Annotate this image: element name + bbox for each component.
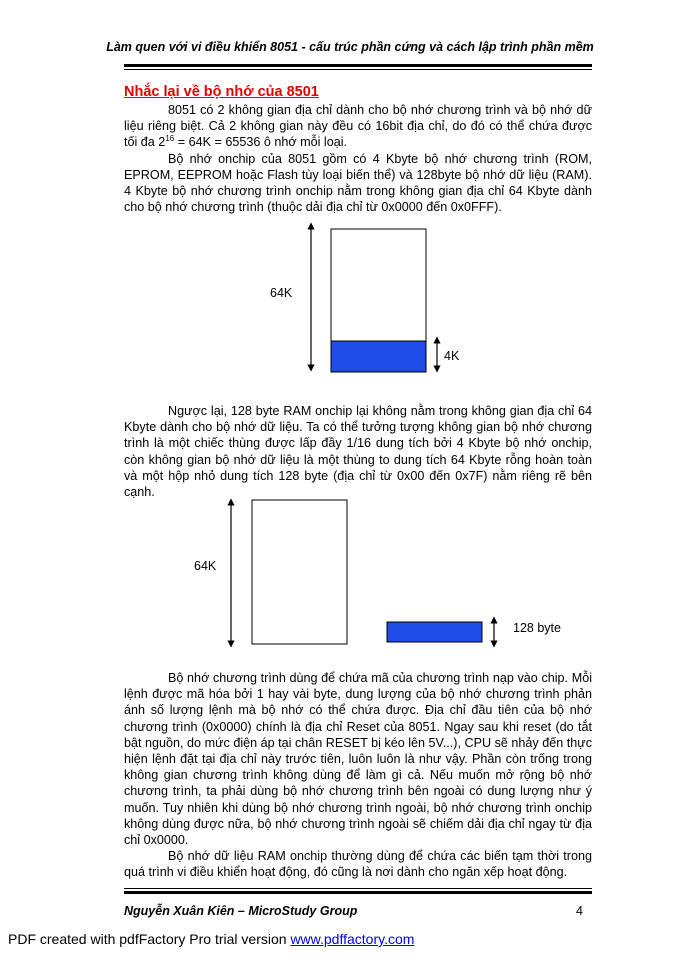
big-size-label: 64K	[194, 559, 217, 573]
paragraph-2: Bộ nhớ onchip của 8051 gồm có 4 Kbyte bộ nhớ chương trình (ROM, EPROM, EEPROM hoặc Flash tùy loại biến thể) và 128byte bộ nhớ dữ liệu (RAM). 4 Kbyte bộ nhớ chương trình onchip nằm trong không gian địa chỉ 64 Kbyte dành cho bộ nhớ chương trình (thuộc dải địa chỉ từ 0x0000 đến 0x0FFF).	[124, 151, 592, 215]
program-memory-diagram	[124, 218, 592, 388]
paragraph-1-text: 8051 có 2 không gian địa chỉ dành cho bộ nhớ chương trình và bộ nhớ dữ liệu riêng biệt. Cả 2 không gian này đều có 16bit địa chỉ, do đó có thể chứa được tối đa 2	[124, 103, 592, 150]
pdffactory-link[interactable]: www.pdffactory.com	[290, 931, 415, 947]
program-memory-paragraphs	[124, 670, 592, 881]
header-rule-thin	[124, 69, 592, 70]
exponent: 16	[165, 134, 175, 144]
pdf-note-text: PDF created with pdfFactory Pro trial version	[8, 931, 291, 947]
footer-rule-thin	[124, 888, 592, 889]
header-rule-thick	[124, 64, 592, 67]
small-size-label: 128 byte	[513, 621, 561, 635]
paragraph-1	[124, 102, 592, 151]
page-header-title: Làm quen với vi điều khiển 8051 - cấu trúc phần cứng và cách lập trình phần mềm	[106, 40, 594, 54]
page-number: 4	[576, 904, 583, 918]
data-memory-diagram	[124, 496, 592, 656]
paragraph-4: Bộ nhớ chương trình dùng để chứa mã của chương trình nạp vào chip. Mỗi lệnh được mã hóa bởi 1 hay vài byte, dung lượng của bộ nhớ chương trình phản ánh số lượng lệnh mà bộ nhớ có thể chứa được. Địa chỉ đầu tiên của bộ nhớ chương trình (0x0000) chính là địa chỉ Reset của 8051. Ngay sau khi reset (do tắt bật nguồn, do mức điện áp tại chân RESET bị kéo lên 5V...), CPU sẽ nhảy đến thực hiện lệnh đặt tại địa chỉ này trước tiên, luôn luôn là như vậy. Phần còn trống trong không gian chương trình không dùng để làm gì cả. Nếu muốn mở rộng bộ nhớ chương trình, ta phải dùng bộ nhớ chương trình bên ngoài có dung lượng như ý muốn. Tuy nhiên khi dùng bộ nhớ chương trình ngoài, bộ nhớ chương trình onchip không dùng được nữa, bộ nhớ chương trình ngoài sẽ chiếm dải địa chỉ ngay từ địa chỉ 0x0000.	[124, 671, 592, 848]
onchip-rom-block	[331, 341, 426, 372]
data-memory-space-box	[252, 500, 347, 644]
small-size-label: 4K	[444, 349, 460, 363]
section-heading: Nhắc lại về bộ nhớ của 8501	[124, 84, 319, 100]
footer-author: Nguyễn Xuân Kiên – MicroStudy Group	[124, 904, 358, 918]
pdf-creator-note	[8, 931, 414, 947]
paragraph-5: Bộ nhớ dữ liệu RAM onchip thường dùng để chứa các biến tạm thời trong quá trình vi điều khiển hoạt động, đó cũng là nơi dành cho ngăn xếp hoạt động.	[124, 849, 592, 880]
paragraph-1-tail: = 64K = 65536 ô nhớ mỗi loại.	[174, 135, 348, 150]
intro-paragraphs	[124, 102, 592, 215]
footer-rule-thick	[124, 891, 592, 894]
comparison-paragraph-block	[124, 403, 592, 500]
paragraph-3: Ngược lại, 128 byte RAM onchip lại không nằm trong không gian địa chỉ 64 Kbyte dành cho bộ nhớ dữ liệu. Ta có thể tưởng tượng không gian bộ nhớ chương trình là một chiếc thùng được lấp đầy 1/16 dung tích bởi 4 Kbyte bộ nhớ onchip, còn không gian bộ nhớ dữ liệu là một thùng to dung tích 64 Kbyte rỗng hoàn toàn và một hộp nhỏ dung tích 128 byte (địa chỉ từ 0x00 đến 0x7F) nằm riêng rẽ bên cạnh.	[124, 404, 592, 500]
onchip-ram-block	[387, 622, 482, 642]
big-size-label: 64K	[270, 286, 293, 300]
